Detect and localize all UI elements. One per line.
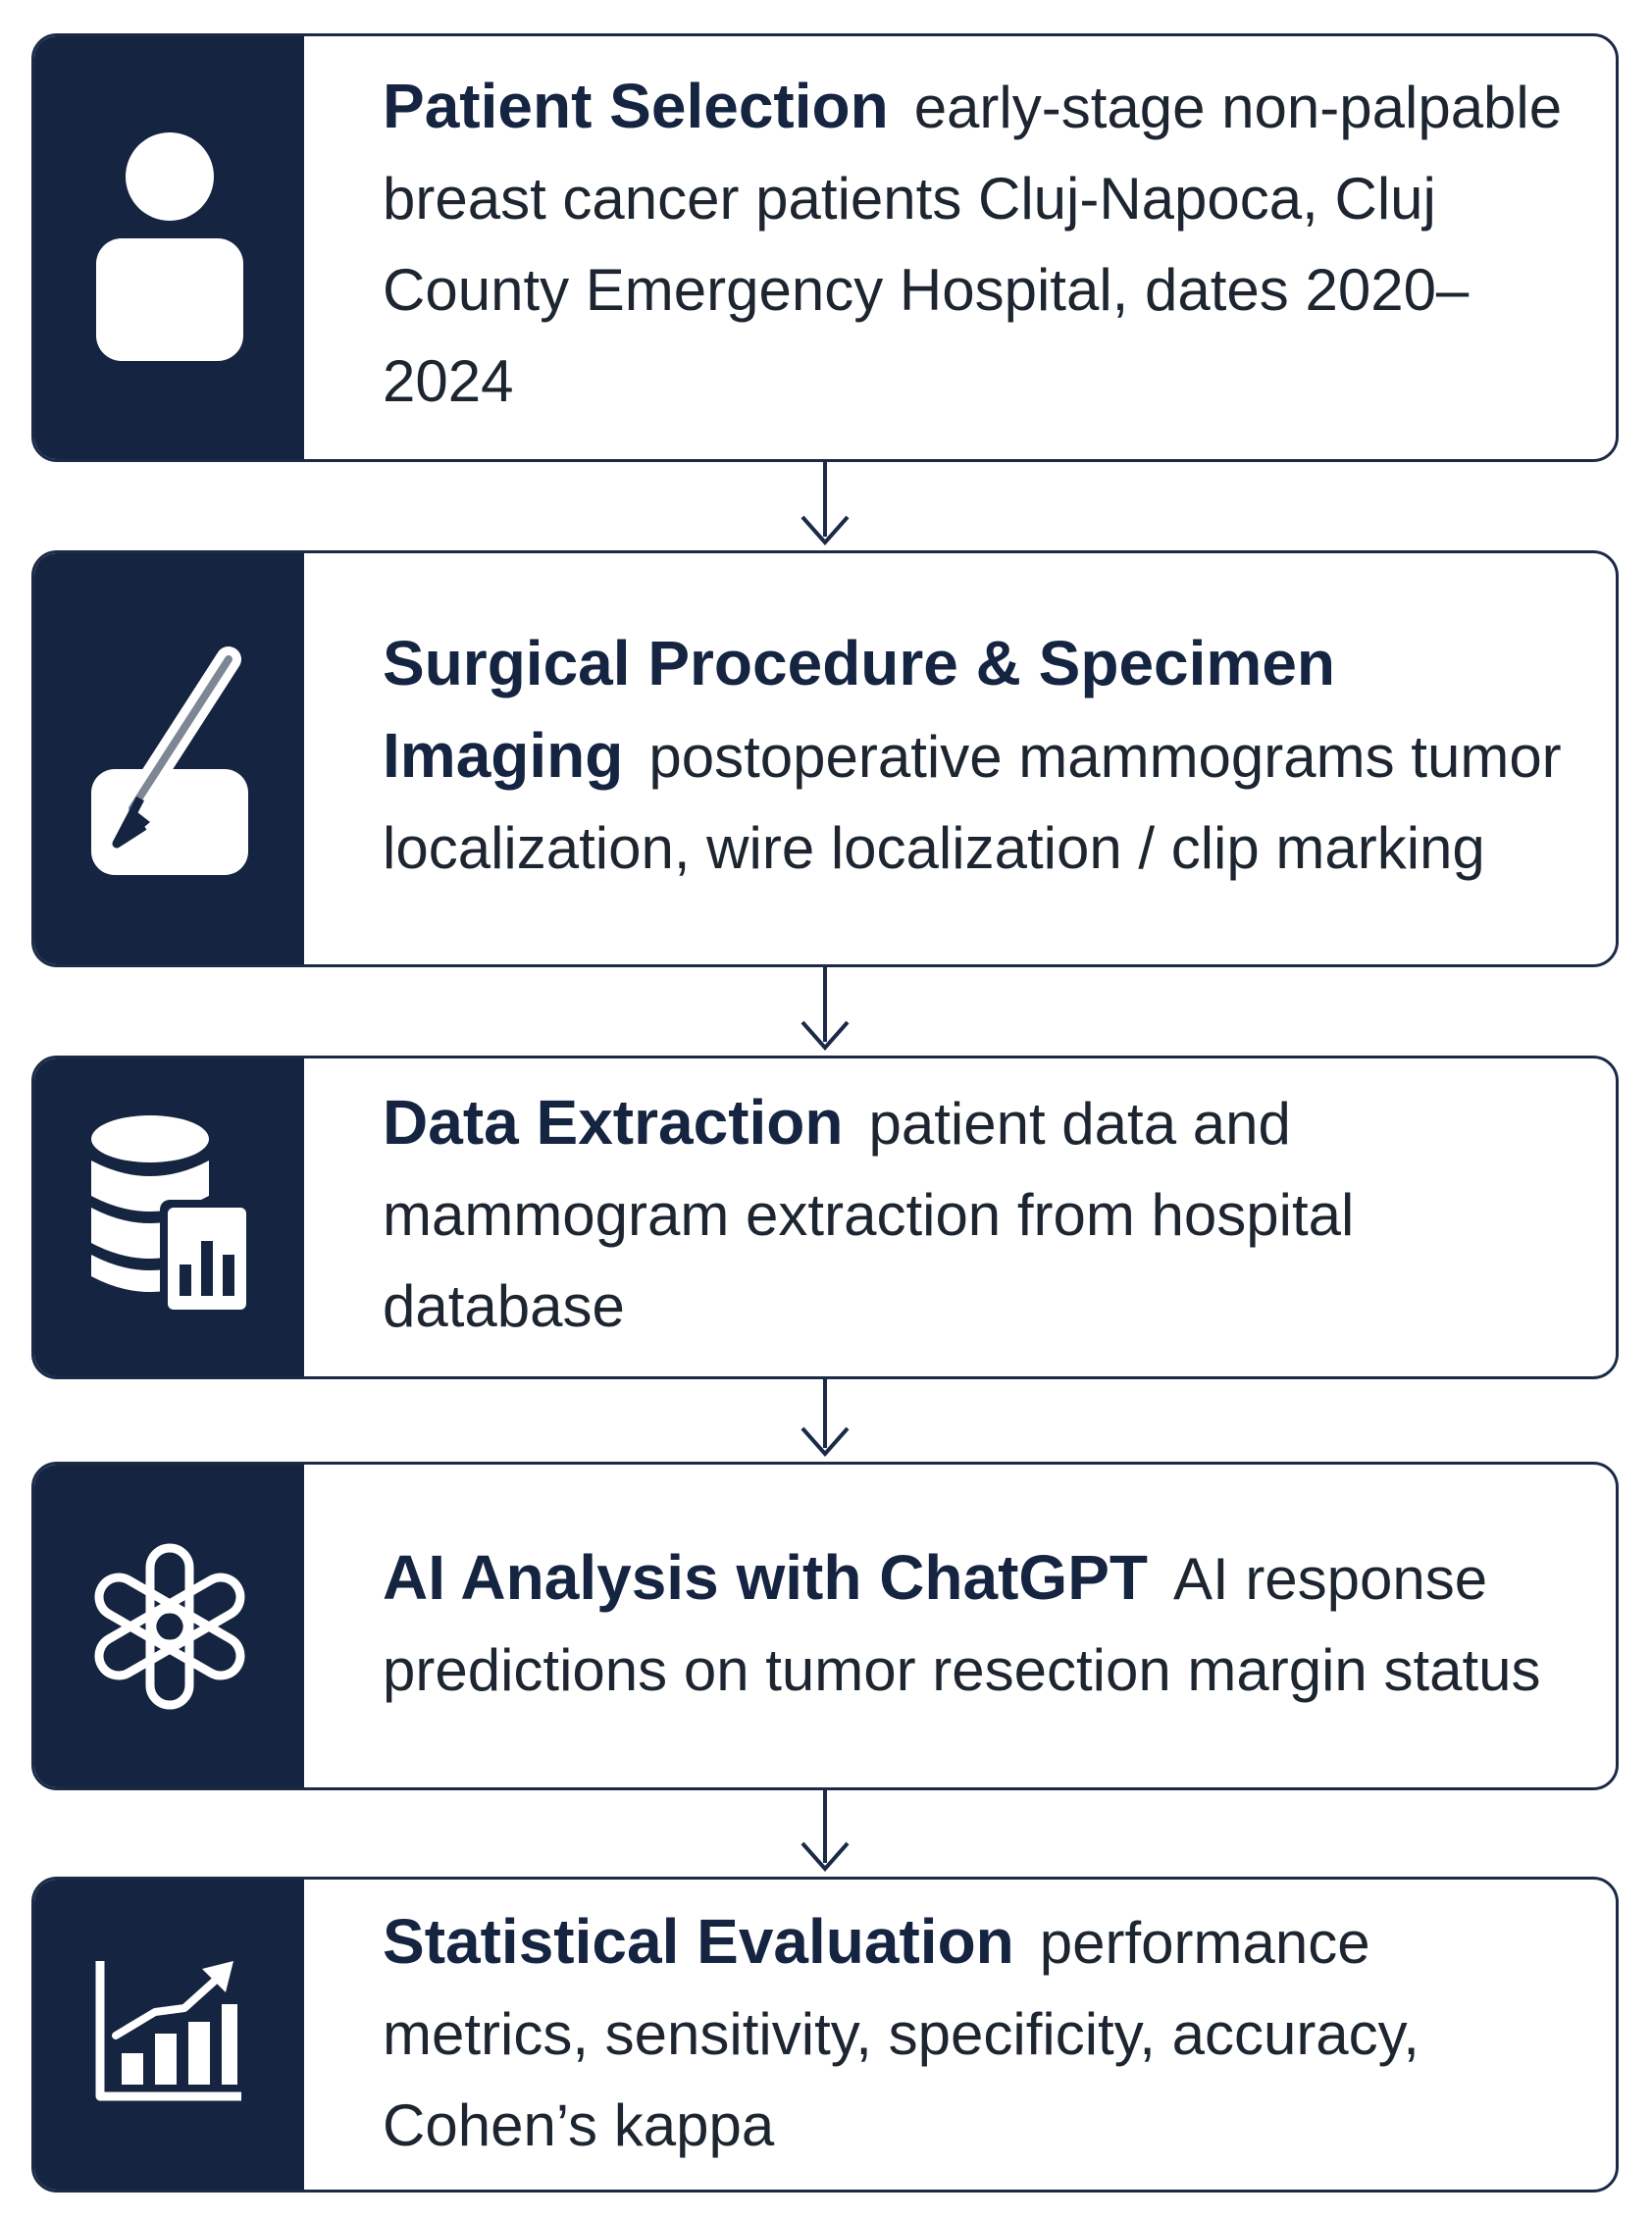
flow-arrow [795, 1790, 855, 1877]
step-description: early-stage non-palpable breast cancer patients Cluj-Napoca, Cluj County Emergency Hospital, dates 2020–2024 [383, 75, 1563, 414]
database-chart-icon [81, 1110, 258, 1325]
step-text [383, 1532, 1586, 1716]
step-title: AI Analysis with ChatGPT [383, 1542, 1148, 1613]
step-text-area [383, 36, 1586, 459]
step-description: postoperative mammograms tumor localization, wire localization / clip marking [383, 724, 1562, 881]
step-title: Patient Selection [383, 71, 889, 141]
growth-chart-icon [86, 1951, 253, 2118]
icon-panel [34, 1880, 304, 2190]
step-description: AI response predictions on tumor resection margin status [383, 1546, 1541, 1703]
step-description: performance metrics, sensitivity, specificity, accuracy, Cohen’s kappa [383, 1910, 1420, 2158]
flow-arrow [795, 1379, 855, 1462]
step-text-area [383, 553, 1586, 964]
step-text [383, 1896, 1586, 2171]
flow-arrow [795, 462, 855, 550]
step-surgical-procedure [31, 550, 1619, 967]
step-text [383, 61, 1586, 427]
scalpel-icon [81, 642, 258, 877]
step-text [383, 1077, 1586, 1352]
step-text [383, 618, 1586, 894]
step-ai-analysis [31, 1462, 1619, 1790]
step-title: Statistical Evaluation [383, 1906, 1014, 1977]
person-icon [91, 130, 248, 366]
step-data-extraction [31, 1056, 1619, 1379]
icon-panel [34, 1465, 304, 1787]
icon-panel [34, 553, 304, 964]
step-title: Data Extraction [383, 1087, 844, 1158]
flow-arrow [795, 967, 855, 1056]
step-text-area [383, 1465, 1586, 1787]
step-title: Surgical Procedure & Specimen Imaging [383, 628, 1335, 791]
icon-panel [34, 1058, 304, 1376]
step-statistical-evaluation [31, 1877, 1619, 2193]
chatgpt-logo-icon [81, 1538, 258, 1715]
step-text-area [383, 1058, 1586, 1376]
step-patient-selection [31, 33, 1619, 462]
step-description: patient data and mammogram extraction from hospital database [383, 1091, 1355, 1339]
icon-panel [34, 36, 304, 459]
step-text-area [383, 1880, 1586, 2190]
